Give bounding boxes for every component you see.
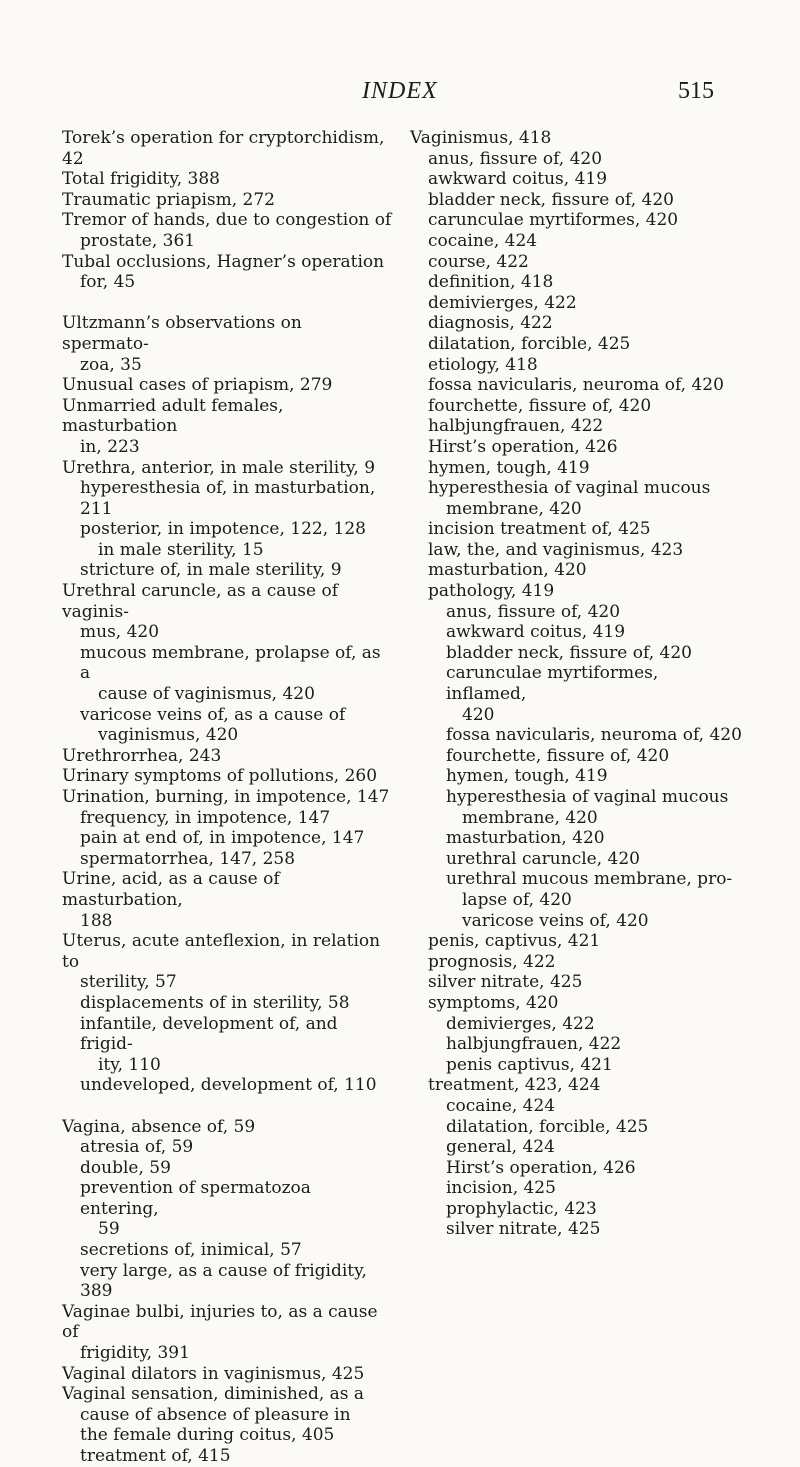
- index-subentry: [62, 1014, 392, 1076]
- index-entry: [62, 1364, 392, 1385]
- index-line: Vagina, absence of, 59: [62, 1116, 256, 1137]
- index-subentry: [410, 602, 742, 623]
- index-line: fourchette, fissure of, 420: [428, 395, 652, 416]
- index-subentry: [410, 293, 742, 314]
- index-entry: [62, 375, 392, 396]
- index-subentry: [410, 931, 742, 952]
- index-subentry: [410, 849, 742, 870]
- index-entry: [62, 313, 392, 375]
- index-line: incision, 425: [446, 1178, 556, 1199]
- index-line: frequency, in impotence, 147: [80, 807, 331, 828]
- index-subentry: [410, 540, 742, 561]
- index-line: hyperesthesia of vaginal mucous: [446, 787, 729, 807]
- index-entry: [62, 190, 392, 211]
- index-line: Urine, acid, as a cause of masturbation,: [62, 869, 280, 910]
- index-line: stricture of, in male sterility, 9: [80, 560, 342, 581]
- index-subentry: [410, 725, 742, 746]
- index-column-left: [62, 128, 392, 1467]
- index-line: treatment, 423, 424: [428, 1075, 601, 1096]
- index-entry: [62, 169, 392, 190]
- index-subentry: [410, 334, 742, 355]
- index-subentry: [62, 808, 392, 829]
- index-subentry: [62, 1137, 392, 1158]
- index-line: penis, captivus, 421: [428, 931, 601, 952]
- index-line: treatment of, 415: [80, 1446, 231, 1466]
- index-line: symptoms, 420: [428, 992, 559, 1013]
- index-entry: [62, 1302, 392, 1364]
- index-line: Unusual cases of priapism, 279: [62, 375, 333, 396]
- index-line: lapse of, 420: [462, 889, 572, 910]
- index-line: zoa, 35: [80, 354, 142, 375]
- index-line: urethral caruncle, 420: [446, 848, 640, 869]
- index-subentry: [410, 478, 742, 519]
- index-subentry: [410, 231, 742, 252]
- index-subentry: [410, 1055, 742, 1076]
- index-subentry: [410, 622, 742, 643]
- index-subentry: [62, 828, 392, 849]
- index-entry: [62, 128, 392, 169]
- index-line: bladder neck, fissure of, 420: [428, 189, 674, 210]
- index-subentry: [410, 581, 742, 602]
- index-line: diagnosis, 422: [428, 313, 553, 334]
- index-line: in, 223: [80, 436, 140, 457]
- index-line: atresia of, 59: [80, 1137, 194, 1158]
- index-line: Urethral caruncle, as a cause of vaginis-: [62, 581, 339, 622]
- index-line: double, 59: [80, 1157, 171, 1178]
- index-subentry: [410, 787, 742, 828]
- index-subentry: [410, 952, 742, 973]
- index-line: Urinary symptoms of pollutions, 260: [62, 766, 378, 787]
- index-line: varicose veins of, as a cause of: [80, 704, 346, 725]
- index-line: dilatation, forcible, 425: [446, 1116, 649, 1137]
- index-subentry: [410, 1117, 742, 1138]
- index-subentry: [62, 1261, 392, 1302]
- index-entry: [62, 931, 392, 993]
- index-subentry: [410, 1034, 742, 1055]
- index-subentry: [62, 560, 392, 581]
- index-subentry: [410, 643, 742, 664]
- index-subentry: [410, 355, 742, 376]
- index-line: carunculae myrtiformes, 420: [428, 210, 679, 231]
- index-line: demivierges, 422: [446, 1013, 595, 1034]
- index-subentry: [62, 705, 392, 746]
- entry-gap: [62, 293, 392, 314]
- index-line: course, 422: [428, 251, 529, 272]
- index-subentry: [410, 519, 742, 540]
- index-line: prostate, 361: [80, 230, 196, 251]
- index-line: cocaine, 424: [446, 1095, 556, 1116]
- index-line: hymen, tough, 419: [428, 457, 590, 478]
- index-line: Unmarried adult females, masturbation: [62, 395, 284, 437]
- index-subentry: [410, 1158, 742, 1179]
- index-line: the female during coitus, 405: [80, 1425, 335, 1446]
- index-subentry: [62, 849, 392, 870]
- index-line: pain at end of, in impotence, 147: [80, 828, 365, 849]
- index-line: awkward coitus, 419: [446, 622, 626, 643]
- index-line: masturbation, 420: [446, 828, 605, 849]
- index-subentry: [62, 1240, 392, 1261]
- index-subentry: [410, 911, 742, 932]
- index-line: urethral mucous membrane, pro-: [446, 869, 733, 890]
- index-line: masturbation, 420: [428, 560, 587, 581]
- index-line: frigidity, 391: [80, 1343, 190, 1364]
- index-subentry: [410, 458, 742, 479]
- index-line: fossa navicularis, neuroma of, 420: [428, 375, 724, 396]
- index-entry: [62, 787, 392, 808]
- index-line: very large, as a cause of frigidity, 389: [80, 1260, 367, 1302]
- index-line: Tremor of hands, due to congestion of: [62, 210, 392, 231]
- index-line: varicose veins of, 420: [462, 910, 649, 931]
- index-line: prognosis, 422: [428, 951, 556, 972]
- index-line: pathology, 419: [428, 581, 555, 602]
- index-subentry: [410, 313, 742, 334]
- index-subentry: [410, 375, 742, 396]
- index-entry: [62, 252, 392, 293]
- index-subentry: [410, 396, 742, 417]
- index-line: spermatorrhea, 147, 258: [80, 848, 296, 869]
- index-line: posterior, in impotence, 122, 128: [80, 519, 366, 540]
- index-entry: [62, 1384, 392, 1446]
- index-line: prophylactic, 423: [446, 1198, 597, 1219]
- index-subentry: [62, 1446, 392, 1467]
- index-line: halbjungfrauen, 422: [428, 416, 604, 437]
- index-subentry: [62, 1158, 392, 1179]
- index-line: silver nitrate, 425: [428, 972, 583, 993]
- index-line: Vaginae bulbi, injuries to, as a cause of: [62, 1301, 378, 1343]
- index-subentry: [410, 272, 742, 293]
- running-head: INDEX: [362, 78, 438, 104]
- index-entry: [62, 581, 392, 643]
- index-line: law, the, and vaginismus, 423: [428, 539, 684, 560]
- index-line: mus, 420: [80, 622, 160, 643]
- index-line: Urethra, anterior, in male sterility, 9: [62, 457, 376, 478]
- index-subentry: [410, 993, 742, 1014]
- index-subentry: [410, 1219, 742, 1240]
- index-line: Total frigidity, 388: [62, 169, 220, 190]
- index-line: Vaginal sensation, diminished, as a: [62, 1384, 365, 1405]
- index-line: sterility, 57: [80, 972, 177, 993]
- index-line: ity, 110: [98, 1054, 161, 1075]
- index-subentry: [410, 560, 742, 581]
- index-line: undeveloped, development of, 110: [80, 1075, 377, 1096]
- index-line: anus, fissure of, 420: [446, 601, 621, 622]
- index-subentry: [410, 1096, 742, 1117]
- index-line: secretions of, inimical, 57: [80, 1240, 302, 1261]
- index-entry: [62, 210, 392, 251]
- index-subentry: [410, 746, 742, 767]
- index-subentry: [410, 252, 742, 273]
- index-line: dilatation, forcible, 425: [428, 333, 631, 354]
- index-subentry: [410, 972, 742, 993]
- index-subentry: [62, 519, 392, 540]
- index-line: awkward coitus, 419: [428, 169, 608, 190]
- index-line: Ultzmann’s observations on spermato-: [62, 313, 302, 354]
- index-line: demivierges, 422: [428, 292, 577, 313]
- index-line: Vaginal dilators in vaginismus, 425: [62, 1363, 365, 1384]
- index-entry: [62, 746, 392, 767]
- index-entry: [410, 128, 742, 149]
- index-subentry: [410, 828, 742, 849]
- entry-gap: [62, 1096, 392, 1117]
- index-line: Torek’s operation for cryptorchidism, 42: [62, 128, 385, 169]
- index-subentry: [410, 1075, 742, 1096]
- index-entry: [62, 396, 392, 458]
- index-line: displacements of in sterility, 58: [80, 992, 350, 1013]
- index-line: 188: [80, 910, 113, 931]
- page-number: 515: [678, 78, 714, 104]
- index-line: mucous membrane, prolapse of, as a: [80, 642, 381, 684]
- index-line: incision treatment of, 425: [428, 519, 651, 540]
- index-subentry: [62, 1075, 392, 1096]
- index-subentry: [62, 1178, 392, 1240]
- index-line: vaginismus, 420: [98, 725, 239, 746]
- index-entry: [62, 1117, 392, 1138]
- index-line: definition, 418: [428, 272, 554, 293]
- index-line: Urethrorrhea, 243: [62, 745, 222, 766]
- index-subentry: [410, 663, 742, 725]
- index-entry: [62, 869, 392, 931]
- index-entry: [62, 766, 392, 787]
- index-subentry: [410, 169, 742, 190]
- index-line: membrane, 420: [446, 498, 582, 519]
- index-line: Traumatic priapism, 272: [62, 189, 275, 210]
- index-line: cocaine, 424: [428, 230, 538, 251]
- index-subentry: [410, 149, 742, 170]
- index-line: etiology, 418: [428, 354, 538, 375]
- index-line: hyperesthesia of, in masturbation, 211: [80, 478, 376, 519]
- index-line: Vaginismus, 418: [410, 128, 552, 148]
- index-line: fourchette, fissure of, 420: [446, 745, 670, 766]
- index-line: penis captivus, 421: [446, 1054, 613, 1075]
- index-subentry: [410, 416, 742, 437]
- index-line: carunculae myrtiformes, inflamed,: [446, 663, 659, 705]
- index-line: 59: [98, 1219, 120, 1240]
- index-line: halbjungfrauen, 422: [446, 1034, 622, 1055]
- index-subentry: [410, 1199, 742, 1220]
- index-line: Hirst’s operation, 426: [446, 1157, 636, 1178]
- index-line: hyperesthesia of vaginal mucous: [428, 478, 711, 499]
- index-line: anus, fissure of, 420: [428, 148, 603, 169]
- index-subentry: [410, 210, 742, 231]
- index-subentry: [62, 540, 392, 561]
- index-subentry: [410, 1137, 742, 1158]
- page-header: [0, 78, 800, 112]
- index-line: cause of vaginismus, 420: [98, 684, 315, 705]
- index-line: silver nitrate, 425: [446, 1219, 601, 1240]
- index-line: Urination, burning, in impotence, 147: [62, 787, 390, 807]
- index-subentry: [410, 1014, 742, 1035]
- index-line: 420: [462, 704, 495, 725]
- index-line: Tubal occlusions, Hagner’s operation: [62, 251, 385, 272]
- index-line: infantile, development of, and frigid-: [80, 1013, 338, 1055]
- index-subentry: [410, 766, 742, 787]
- index-line: hymen, tough, 419: [446, 766, 608, 787]
- index-line: general, 424: [446, 1137, 555, 1158]
- index-subentry: [410, 1178, 742, 1199]
- index-line: for, 45: [80, 272, 136, 293]
- index-line: cause of absence of pleasure in: [80, 1404, 351, 1425]
- index-subentry: [410, 190, 742, 211]
- index-entry: [62, 458, 392, 479]
- index-line: membrane, 420: [462, 807, 598, 828]
- index-subentry: [62, 993, 392, 1014]
- index-line: in male sterility, 15: [98, 539, 264, 560]
- index-subentry: [410, 437, 742, 458]
- index-subentry: [410, 869, 742, 910]
- index-line: prevention of spermatozoa entering,: [80, 1178, 311, 1219]
- index-subentry: [62, 478, 392, 519]
- index-line: Uterus, acute anteflexion, in relation to: [62, 931, 381, 972]
- index-line: Hirst’s operation, 426: [428, 436, 618, 457]
- index-subentry: [62, 643, 392, 705]
- index-line: bladder neck, fissure of, 420: [446, 642, 692, 663]
- index-column-right: [410, 128, 742, 1240]
- index-line: fossa navicularis, neuroma of, 420: [446, 725, 742, 746]
